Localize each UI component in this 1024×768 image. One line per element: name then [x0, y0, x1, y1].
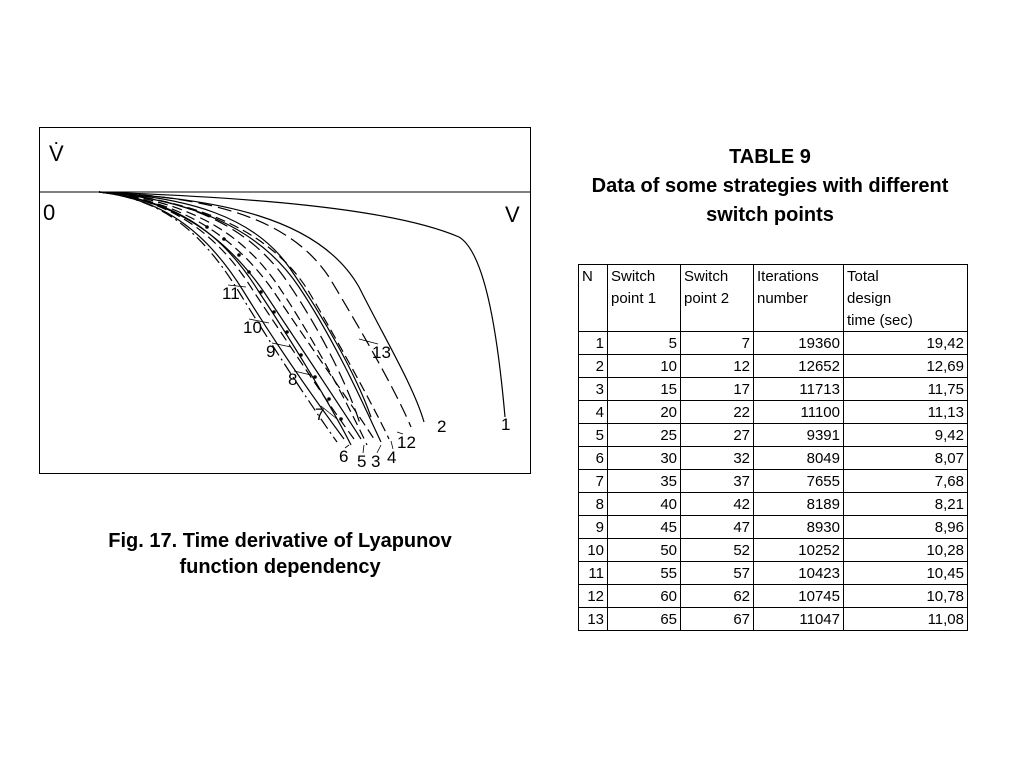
table-row — [579, 516, 968, 539]
strategies-table — [578, 264, 968, 631]
lyapunov-figure — [39, 127, 531, 474]
table-header-cell — [754, 309, 844, 332]
table-cell: 10,45 — [844, 562, 968, 585]
table-cell: 10423 — [754, 562, 844, 585]
table-cell: 12 — [579, 585, 608, 608]
table-row — [579, 470, 968, 493]
table-cell: 19,42 — [844, 332, 968, 355]
figure-caption-line2: function dependency — [179, 556, 381, 578]
table-row — [579, 562, 968, 585]
table-cell: 11713 — [754, 378, 844, 401]
table-cell: 1 — [579, 332, 608, 355]
curve-label: 10 — [243, 318, 262, 337]
table-cell: 12652 — [754, 355, 844, 378]
table-header-cell: point 1 — [608, 287, 681, 309]
curve-label: 6 — [339, 447, 349, 466]
table-cell: 42 — [681, 493, 754, 516]
table-header-cell — [579, 287, 608, 309]
table-header-row — [579, 265, 968, 288]
table-cell: 11,08 — [844, 608, 968, 631]
table-header-cell: Switch — [608, 265, 681, 288]
curve-label: 2 — [437, 417, 447, 436]
curve-label: 3 — [371, 452, 381, 471]
table-cell: 15 — [608, 378, 681, 401]
table-row — [579, 355, 968, 378]
table-cell: 40 — [608, 493, 681, 516]
table-cell: 37 — [681, 470, 754, 493]
table-cell: 62 — [681, 585, 754, 608]
table-cell: 10,28 — [844, 539, 968, 562]
curve-label: 5 — [357, 452, 367, 471]
table-header-cell: Switch — [681, 265, 754, 288]
curve-marker — [247, 270, 251, 274]
table-header-cell: number — [754, 287, 844, 309]
table-cell: 17 — [681, 378, 754, 401]
table-cell: 10,78 — [844, 585, 968, 608]
table-header-cell — [681, 309, 754, 332]
table-header-row — [579, 287, 968, 309]
curve-marker — [285, 330, 289, 334]
table-row — [579, 493, 968, 516]
table-cell: 45 — [608, 516, 681, 539]
table-title-line3: switch points — [706, 204, 834, 226]
x-axis-label: V — [505, 202, 520, 227]
table-cell: 12,69 — [844, 355, 968, 378]
table-cell: 35 — [608, 470, 681, 493]
curve-marker — [222, 237, 226, 241]
figure-plot — [39, 127, 531, 474]
table-cell: 7 — [681, 332, 754, 355]
table-title-number: TABLE 9 — [729, 146, 811, 168]
table-cell: 60 — [608, 585, 681, 608]
table-cell: 25 — [608, 424, 681, 447]
table-cell: 3 — [579, 378, 608, 401]
curve-label: 8 — [288, 370, 298, 389]
table-cell: 50 — [608, 539, 681, 562]
table-header-row — [579, 309, 968, 332]
table-cell: 67 — [681, 608, 754, 631]
plot-frame — [40, 128, 531, 474]
table-cell: 8,07 — [844, 447, 968, 470]
curve-marker — [272, 310, 276, 314]
table-cell: 7655 — [754, 470, 844, 493]
table-title — [560, 143, 980, 230]
curve-label: 9 — [266, 342, 276, 361]
table-cell: 22 — [681, 401, 754, 424]
table-row — [579, 378, 968, 401]
table-cell: 57 — [681, 562, 754, 585]
table-cell: 8049 — [754, 447, 844, 470]
curve-label: 11 — [222, 284, 240, 303]
table-cell: 30 — [608, 447, 681, 470]
table-row — [579, 585, 968, 608]
table-cell: 47 — [681, 516, 754, 539]
curve-marker — [259, 290, 263, 294]
table-cell: 4 — [579, 401, 608, 424]
table-cell: 11 — [579, 562, 608, 585]
table-cell: 9 — [579, 516, 608, 539]
table-cell: 10 — [579, 539, 608, 562]
table-cell: 5 — [579, 424, 608, 447]
table-cell: 12 — [681, 355, 754, 378]
table-cell: 32 — [681, 447, 754, 470]
table-cell: 55 — [608, 562, 681, 585]
table-cell: 10252 — [754, 539, 844, 562]
table-row — [579, 332, 968, 355]
curve-label: 13 — [372, 343, 391, 362]
curve-marker — [327, 397, 331, 401]
table-cell: 11047 — [754, 608, 844, 631]
table-header-cell — [608, 309, 681, 332]
table-cell: 2 — [579, 355, 608, 378]
figure-caption-line1: Fig. 17. Time derivative of Lyapunov — [108, 530, 452, 552]
table-row — [579, 401, 968, 424]
table-cell: 11,13 — [844, 401, 968, 424]
curve-label: 4 — [387, 448, 397, 467]
curve-label: 12 — [397, 433, 416, 452]
table-cell: 9391 — [754, 424, 844, 447]
table-cell: 13 — [579, 608, 608, 631]
table-header-cell: point 2 — [681, 287, 754, 309]
table-cell: 27 — [681, 424, 754, 447]
table-cell: 20 — [608, 401, 681, 424]
table-header-cell: design — [844, 287, 968, 309]
table-cell: 19360 — [754, 332, 844, 355]
table-cell: 52 — [681, 539, 754, 562]
table-row — [579, 424, 968, 447]
figure-caption — [60, 528, 500, 580]
table-cell: 5 — [608, 332, 681, 355]
curve-label: 1 — [501, 415, 511, 434]
table-cell: 7,68 — [844, 470, 968, 493]
table-cell: 65 — [608, 608, 681, 631]
curve-marker — [299, 353, 303, 357]
table-cell: 8930 — [754, 516, 844, 539]
table-cell: 11,75 — [844, 378, 968, 401]
curve-marker — [339, 417, 343, 421]
table-cell: 8 — [579, 493, 608, 516]
table-header-cell — [579, 309, 608, 332]
table-row — [579, 539, 968, 562]
curve-marker — [237, 253, 241, 257]
table-cell: 8,21 — [844, 493, 968, 516]
table-cell: 8,96 — [844, 516, 968, 539]
table-cell: 9,42 — [844, 424, 968, 447]
table-row — [579, 608, 968, 631]
table-cell: 7 — [579, 470, 608, 493]
curve-label: 7 — [315, 405, 325, 424]
curve-marker — [205, 225, 209, 229]
origin-label: 0 — [43, 200, 56, 225]
table-row — [579, 447, 968, 470]
table-title-line2: Data of some strategies with different — [591, 175, 949, 197]
table-cell: 10745 — [754, 585, 844, 608]
table-header-cell: Total — [844, 265, 968, 288]
table-cell: 11100 — [754, 401, 844, 424]
table-cell: 6 — [579, 447, 608, 470]
curve-marker — [313, 375, 317, 379]
table-cell: 8189 — [754, 493, 844, 516]
table-cell: 10 — [608, 355, 681, 378]
y-axis-label: V̇ — [49, 141, 64, 166]
table-header-cell: Iterations — [754, 265, 844, 288]
table-header-cell: N — [579, 265, 608, 288]
table-header-cell: time (sec) — [844, 309, 968, 332]
